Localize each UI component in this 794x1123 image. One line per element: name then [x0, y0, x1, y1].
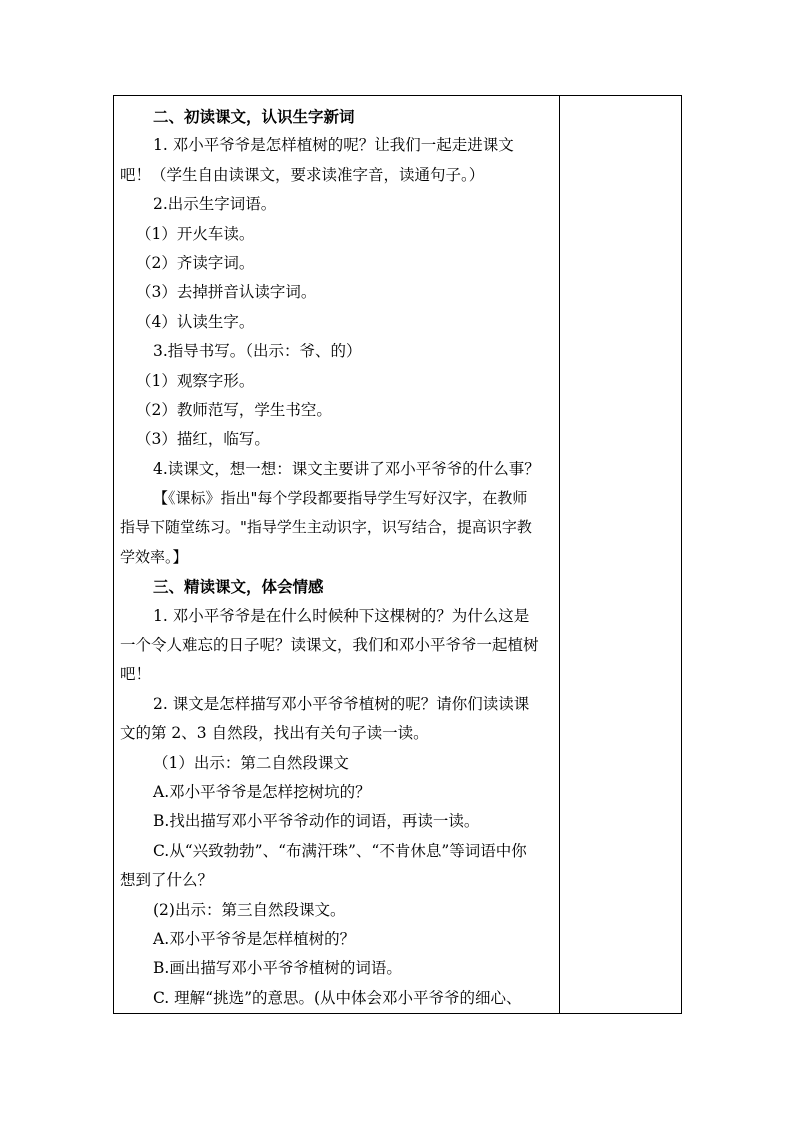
lesson-content-cell: [114, 96, 560, 1014]
list-item: （2）齐读字词。: [136, 253, 255, 272]
list-item: （1）开火车读。: [136, 224, 255, 243]
list-item: （1）观察字形。: [136, 371, 255, 390]
paragraph: 3.指导书写。（出示：爷、的）: [153, 342, 362, 361]
list-item: 想到了什么？: [120, 871, 214, 890]
list-item: A.邓小平爷爷是怎样植树的？: [153, 929, 356, 948]
paragraph: 吧！: [120, 665, 152, 684]
list-item: C. 理解“挑选”的意思。(从中体会邓小平爷爷的细心、: [153, 988, 522, 1007]
list-item: A.邓小平爷爷是怎样挖树坑的？: [153, 782, 371, 801]
list-item: （3）去掉拼音认读字词。: [136, 283, 317, 302]
paragraph: 1. 邓小平爷爷是怎样植树的呢？让我们一起走进课文: [153, 136, 514, 155]
lesson-plan-table: [113, 95, 682, 1014]
list-item: （4）认读生字。: [136, 312, 255, 331]
paragraph: 吧！（学生自由读课文，要求读准字音，读通句子。）: [120, 165, 485, 184]
paragraph: 一个令人难忘的日子呢？读课文，我们和邓小平爷爷一起植树: [120, 636, 539, 655]
paragraph: 2.出示生字词语。: [153, 195, 277, 214]
list-item: B.画出描写邓小平爷爷植树的词语。: [153, 959, 402, 978]
section-heading-3: 三、精读课文，体会情感: [153, 577, 324, 597]
list-item: B.找出描写邓小平爷爷动作的词语，再读一读。: [153, 812, 480, 831]
notes-column-cell: [560, 96, 682, 1014]
paragraph: 4.读课文，想一想：课文主要讲了邓小平爷爷的什么事？: [153, 459, 540, 478]
list-item: （3）描红，临写。: [136, 430, 270, 449]
curriculum-note: 指导下随堂练习。"指导学生主动识字，识写结合，提高识字教: [120, 518, 532, 537]
list-item: C.从“兴致勃勃”、“布满汗珠”、“不肯休息”等词语中你: [153, 841, 527, 860]
paragraph: 1. 邓小平爷爷是在什么时候种下这棵树的？为什么这是: [153, 606, 530, 625]
section-heading-2: 二、初读课文，认识生字新词: [153, 107, 355, 126]
curriculum-note: 【《课标》指出"每个学段都要指导学生写好汉字，在教师: [153, 489, 528, 508]
list-item: (2)出示：第三自然段课文。: [153, 900, 346, 919]
lesson-content: [114, 96, 559, 1013]
list-item: （1）出示：第二自然段课文: [153, 753, 349, 772]
list-item: （2）教师范写，学生书空。: [136, 400, 332, 419]
paragraph: 文的第 2、3 自然段，找出有关句子读一读。: [120, 724, 429, 743]
curriculum-note: 学效率。】: [120, 547, 188, 566]
paragraph: 2. 课文是怎样描写邓小平爷爷植树的呢？请你们读读课: [153, 694, 530, 713]
